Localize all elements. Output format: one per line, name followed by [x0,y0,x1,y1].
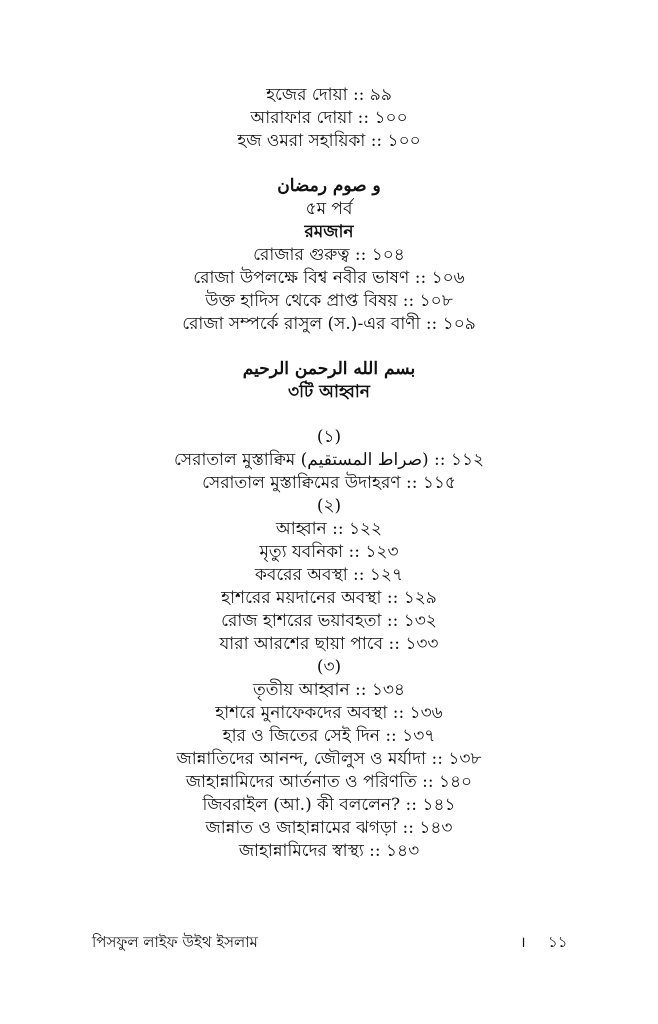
toc-entry: কবরের অবস্থা :: ১২৭ [254,565,404,585]
toc-section-three-calls [0,358,658,863]
toc-section-hajj [0,84,658,153]
section-title: ৩টি আহ্বান [288,382,370,402]
toc-entry: হাশরের ময়দানের অবস্থা :: ১২৯ [221,588,437,608]
page-footer [0,930,658,954]
book-title: পিসফুল লাইফ উইথ ইসলাম [92,933,258,951]
table-of-contents [0,84,658,863]
toc-entry: জাহান্নামিদের স্বাস্থ্য :: ১৪৩ [238,841,420,861]
part-label: ৫ম পর্ব [305,199,353,219]
toc-entry: হাশরে মুনাফেকদের অবস্থা :: ১৩৬ [215,703,443,723]
toc-entry: জান্নাতিদের আনন্দ, জৌলুস ও মর্যাদা :: ১৩৮ [176,749,482,769]
group-label: (৩) [316,657,342,677]
part-title: রমজান [304,222,354,242]
toc-entry: যারা আরশের ছায়া পাবে :: ১৩৩ [219,634,439,654]
toc-entry: হজের দোয়া :: ৯৯ [266,85,392,105]
toc-group-3 [0,656,658,863]
toc-section-ramadan [0,175,658,336]
toc-entry: রোজার গুরুত্ব :: ১০৪ [253,245,405,265]
arabic-heading: و صوم رمضان [277,176,381,196]
bismillah-heading: بسم الله الرحمن الرحيم [242,359,416,379]
group-label: (২) [316,496,342,516]
toc-entry: মৃত্যু যবনিকা :: ১২৩ [259,542,399,562]
toc-entry: তৃতীয় আহ্বান :: ১৩৪ [253,680,405,700]
toc-entry: জিবরাইল (আ.) কী বললেন? :: ১৪১ [202,795,456,815]
toc-entry: রোজা সম্পর্কে রাসুল (স.)-এর বাণী :: ১০৯ [182,314,476,334]
toc-entry: জাহান্নামিদের আর্তনাত ও পরিণতি :: ১৪০ [185,772,473,792]
toc-entry: হজ ওমরা সহায়িকা :: ১০০ [237,131,421,151]
toc-group-2 [0,495,658,656]
page-number: ১১ [548,933,568,951]
toc-entry: সেরাতাল মুস্তাক্বিম (صراط المستقيم) :: ১১২ [173,450,485,470]
toc-entry: উক্ত হাদিস থেকে প্রাপ্ত বিষয় :: ১০৮ [205,291,453,311]
toc-entry: আরাফার দোয়া :: ১০০ [250,108,408,128]
toc-group-1 [0,426,658,495]
toc-entry: রোজা উপলক্ষে বিশ্ব নবীর ভাষণ :: ১০৬ [193,268,465,288]
toc-entry: সেরাতাল মুস্তাক্বিমের উদাহরণ :: ১১৫ [202,473,456,493]
toc-entry: জান্নাত ও জাহান্নামের ঝগড়া :: ১৪৩ [205,818,453,838]
footer-separator: । [520,933,526,951]
toc-entry: হার ও জিতের সেই দিন :: ১৩৭ [222,726,436,746]
toc-entry: আহ্বান :: ১২২ [275,519,383,539]
group-label: (১) [316,427,342,447]
toc-entry: রোজ হাশরের ভয়াবহতা :: ১৩২ [221,611,437,631]
